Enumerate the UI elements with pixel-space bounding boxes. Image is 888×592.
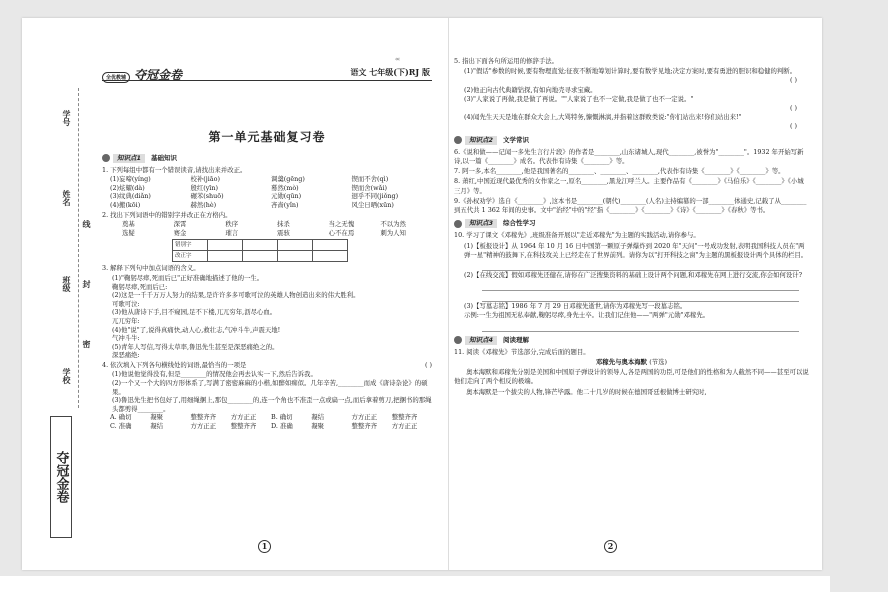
label-secret: 密 xyxy=(82,340,92,348)
q1-cell: 锲而不舍(qì) xyxy=(351,175,389,184)
q3-item: (1)"鞠躬尽瘁,死而后已"正好准确地描述了他的一生。 xyxy=(112,273,264,282)
word: 秩序 xyxy=(225,220,239,229)
answer-cell[interactable] xyxy=(278,240,313,251)
passage-note: (节选) xyxy=(649,358,668,367)
q1-cell: 调羹(gēng) xyxy=(271,175,305,184)
section-kp1 xyxy=(102,154,432,163)
q3-stem: 3. 解释下列句中加点词语的含义。 xyxy=(102,264,200,273)
q10-item-a: (1)【板报设计】从 1964 年 10 月 16 日中国第一颗原子弹爆炸到 2020 年"天问"一号成功发射,表明我国科技人员在"两弹一星"精神的鼓舞下,在科技攻关上已经走在了世界前列。请你为以"打开科技之窗"为主题的黑板报设计两个具体的栏目。 xyxy=(464,241,808,259)
option-word: 整整齐齐 xyxy=(190,413,217,422)
q4-answer-paren[interactable]: ( ) xyxy=(424,360,432,369)
label-line: 线 xyxy=(82,220,92,228)
q10-stem: 10. 学习了课文《邓稼先》,班级准备开展以"走近邓稼先"为主题的实践活动,请你参与。 xyxy=(454,231,700,240)
option[interactable]: C. 准确 xyxy=(110,422,132,431)
q3-answer-label: 气冲斗牛: xyxy=(112,334,140,343)
label-student-id: 学号 xyxy=(62,110,72,126)
q2-table xyxy=(172,239,348,262)
answer-cell[interactable] xyxy=(278,251,313,262)
exam-sheet xyxy=(22,18,822,570)
binding-margin xyxy=(22,18,102,570)
answer-paren[interactable]: ( ) xyxy=(789,76,797,85)
option[interactable]: A. 确切 xyxy=(110,413,132,422)
brand-small: 全优教辅 xyxy=(102,72,130,83)
option-word: 方方正正 xyxy=(391,422,418,431)
q5-item: (1)"假话"参数的时候,要有物理直觉;征夜不断地筹划计算时,要有数学见地;决定方案时,要有勇进的胆识和稳健的判断。 xyxy=(464,67,797,76)
q1-cell: (4)搬(kōi) xyxy=(110,200,141,209)
passage-title-text: 邓稼先与奥本海默 xyxy=(595,358,648,367)
q1-cell: (1)妄啼(yíng) xyxy=(110,175,151,184)
q5-item: (3)"人家说了再做,我是做了再说。""人家说了也不一定做,我是做了也不一定说。" xyxy=(464,94,694,103)
q10-example: 示例:一生为祖国无私奉献,鞠躬尽瘁,身先士卒。让我们记住他——"两弹"元勋"邓稼先。 xyxy=(464,311,710,320)
kp3-label: 知识点3 xyxy=(465,219,497,228)
answer-cell[interactable] xyxy=(243,251,278,262)
label-class: 班级 xyxy=(62,276,72,292)
q5-item: (2)他正向古代典籍钻探,有如向地壳寻求宝藏。 xyxy=(464,85,597,94)
kp3-title: 综合性学习 xyxy=(503,219,536,228)
q3-item: (4)他"说"了,说得真痛快,动人心,救壮志,气冲斗牛,声震天地! xyxy=(112,325,281,334)
q5-item: (4)闻先生天天是地在群众大会上,大骂特务,慷慨淋漓,并指着这群败类说:"你们站出来!你们站出来!" xyxy=(464,113,742,122)
page-number-text: 1 xyxy=(258,540,271,553)
q2-stem: 2. 找出下列词语中的错别字并改正在方格内。 xyxy=(102,210,232,219)
q11-stem: 11. 阅读《邓稼先》节选部分,完成后面的题目。 xyxy=(454,347,590,356)
q3-answer-label: 兀兀穷年: xyxy=(112,316,140,325)
q3-answer-label: 深恶痛绝: xyxy=(112,351,140,360)
next-sheet xyxy=(0,576,830,592)
q1-cell: 碾苯(shuō) xyxy=(190,192,224,201)
q1-cell: 元勋(qūn) xyxy=(271,192,302,201)
q1-cell: 锲而舍(wǎi) xyxy=(351,183,387,192)
q2-words xyxy=(102,220,432,237)
q1-cell: 校补(jiāo) xyxy=(190,175,220,184)
bullet-icon xyxy=(454,136,462,144)
section-kp4 xyxy=(454,336,809,345)
kp4-label: 知识点4 xyxy=(465,336,497,345)
label-name: 姓名 xyxy=(62,190,72,206)
side-logo: 夺冠金卷 xyxy=(50,416,72,538)
word: 璀言 xyxy=(225,228,239,237)
option-word: 方方正正 xyxy=(230,413,257,422)
option-word: 整整齐齐 xyxy=(391,413,418,422)
option-word: 方方正正 xyxy=(351,413,378,422)
kp2-title: 文学常识 xyxy=(503,135,530,144)
q4-options xyxy=(102,413,432,430)
word: 赛金 xyxy=(173,228,187,237)
q1-cell: 吝啬(yǐn) xyxy=(271,200,299,209)
kp1-title: 基础知识 xyxy=(151,154,178,162)
q3-answer-label: 可歌可泣: xyxy=(112,299,140,308)
option-word: 凝结 xyxy=(311,413,325,422)
page-number-2 xyxy=(604,540,617,553)
answer-cell[interactable] xyxy=(243,240,278,251)
page-title: 第一单元基础复习卷 xyxy=(208,130,326,144)
bullet-icon xyxy=(102,154,110,162)
q1-cell: (2)炫耀(dà) xyxy=(110,183,145,192)
answer-cell[interactable] xyxy=(313,240,348,251)
word: 心不在焉 xyxy=(328,228,355,237)
bullet-icon xyxy=(454,336,462,344)
right-column xyxy=(454,56,809,398)
cut-line xyxy=(78,88,79,408)
option-word: 整整齐齐 xyxy=(230,422,257,431)
answer-paren[interactable]: ( ) xyxy=(789,104,797,113)
word: 震骇 xyxy=(277,228,290,237)
kp1-label: 知识点1 xyxy=(113,154,145,163)
kp2-label: 知识点2 xyxy=(465,136,497,145)
passage-title xyxy=(454,358,809,367)
q10-item-b: (2)【在线交流】假如邓稼先还健在,请你在广泛搜集资料的基础上设计两个问题,和邓稼先在网上进行交流,你会如何设计? xyxy=(464,271,803,280)
label-seal: 封 xyxy=(82,280,92,288)
q1-cell: 迥乎不同(jiǒng) xyxy=(351,192,399,201)
left-column xyxy=(102,150,432,431)
option-word: 方方正正 xyxy=(190,422,217,431)
q4-stem-text: 4. 依次填入下列各句横线处的词语,最恰当的一项是 xyxy=(102,360,247,369)
page-fold xyxy=(448,18,449,570)
q5-stem: 5. 指出下面各句所运用的修辞手法。 xyxy=(454,57,558,65)
q1-cell: 殷红(yīn) xyxy=(190,183,219,192)
word: 深霄 xyxy=(173,220,187,229)
option[interactable]: B. 确切 xyxy=(271,413,293,422)
q6: 6.《说和做——记闻一多先生言行片段》的作者是________,山东诸城人,现代________,被誉为"________"。1932 年开始写新诗,以一篇《________》成名。代表作有诗集《________》等。 xyxy=(454,147,804,166)
word: 抹杀 xyxy=(277,220,290,229)
q5-items xyxy=(454,67,809,131)
table-row-label: 改正字 xyxy=(173,251,208,262)
answer-paren[interactable]: ( ) xyxy=(789,122,797,131)
word: 刺为人知 xyxy=(380,228,406,237)
q8: 8. 萧红,中国近现代最优秀的女作家之一,原名________,黑龙江呼兰人。主要作品有《________》《马伯乐》《________》《小城三月》等。 xyxy=(454,177,804,195)
q7: 7. 阿一多,本名________,他是我国著名的________、________、________,代表作有诗集《________》《________》等。 xyxy=(454,167,785,176)
q3-items xyxy=(102,274,432,360)
word: 不以为然 xyxy=(380,220,406,229)
option[interactable]: D. 准确 xyxy=(271,422,293,431)
kp4-title: 阅读理解 xyxy=(503,335,530,344)
answer-line[interactable] xyxy=(482,323,799,332)
q1-cell: 蓦然(mò) xyxy=(271,183,299,192)
grade-label: 语文 七年级(下)RJ 版 xyxy=(350,67,430,77)
answer-line[interactable] xyxy=(482,293,799,302)
page-number-text: 2 xyxy=(604,540,617,553)
q4-item: (3)鲁迅先生把书包好了,用细绳捆上,那包________的,连一个角也不准歪一点或扁一点,而后拿着剪刀,把捆书的那绳头都剪得________。 xyxy=(112,396,432,413)
q1-cell: 赫然(hè) xyxy=(190,200,217,209)
bullet-icon xyxy=(454,220,462,228)
q10-items xyxy=(454,242,809,332)
q1-grid xyxy=(102,175,432,209)
q3-item: (3)他从唐诗下手,目不窥园,足不下楼,兀兀穷年,沥尽心血。 xyxy=(112,308,277,317)
table-row-label: 错别字 xyxy=(173,240,208,251)
page-header xyxy=(102,64,432,81)
q9: 9.《孙权劝学》选自《________》,这本书是________(朝代)________(人名)主持编纂的一部________体通史,记载了从________到五代共 1 362 年间的史事。文中"治经"中的"经"指《________》《________》《诗》《________》《春秋》等书。 xyxy=(454,196,807,215)
q4-items xyxy=(102,370,432,413)
label-school: 学校 xyxy=(62,368,72,384)
word: 选疑 xyxy=(122,228,135,237)
option-word: 凝结 xyxy=(150,422,164,431)
answer-cell[interactable] xyxy=(313,251,348,262)
chevron-icon: ‹‹‹ xyxy=(395,56,400,63)
q4-item: (2)一个又一个大的四方形体系了,写满了密密麻麻的小楷,如醉如痴似。几年辛苦,________而成《唐诗杂论》的硕果。 xyxy=(112,379,428,396)
q3-item: (5)青年人写信,写得太草率,鲁迅先生甚至是深恶痛绝之的。 xyxy=(112,342,279,351)
q1-cell: 风尘日晒(xūn) xyxy=(351,200,394,209)
q4-item: (1)他说他觉得没有,但是________的情况他会再去认实一下,然后告诉我。 xyxy=(112,370,317,379)
answer-line[interactable] xyxy=(482,262,799,271)
section-kp3 xyxy=(454,219,809,228)
word: 当之无愧 xyxy=(328,220,355,229)
q3-item: (2)这是一千千万万人努力的结果,是许许多多可歌可泣的英雄人物创造出来的伟大胜利。 xyxy=(112,291,360,300)
passage-p2: 奥本海默是一个拔尖的人物,锋芒毕露。他二十几岁的时候在德国哥廷根做博士研究时, xyxy=(466,387,707,396)
section-kp2 xyxy=(454,136,809,145)
q3-answer-label: 鞠躬尽瘁,死而后已: xyxy=(112,282,168,291)
answer-cell[interactable] xyxy=(208,240,243,251)
option-word: 凝聚 xyxy=(150,413,164,422)
brand-logo xyxy=(102,66,182,83)
q1-cell: (3)纹典(diǎn) xyxy=(110,192,151,201)
answer-line[interactable] xyxy=(482,282,799,291)
option-word: 凝聚 xyxy=(311,422,325,431)
word: 奠基 xyxy=(122,220,135,229)
q4-stem xyxy=(102,361,432,370)
option-word: 整整齐齐 xyxy=(351,422,378,431)
page-number-1 xyxy=(258,540,271,553)
brand-name: 夺冠金卷 xyxy=(134,68,183,82)
passage-p1: 奥本海默和邓稼先分别是美国和中国原子弹设计的领导人,各是两国的功臣,可是他们的性格和为人截然不同——甚至可以说他们走向了两个相反的极端。 xyxy=(454,368,809,386)
q10-item-c: (3)【写墓志铭】1986 年 7 月 29 日邓稼先逝世,请你为邓稼先写一段墓志铭。 xyxy=(464,302,687,311)
q1-stem: 1. 下列每组中都有一个错误读音,请找出来并改正。 xyxy=(102,165,247,174)
answer-cell[interactable] xyxy=(208,251,243,262)
